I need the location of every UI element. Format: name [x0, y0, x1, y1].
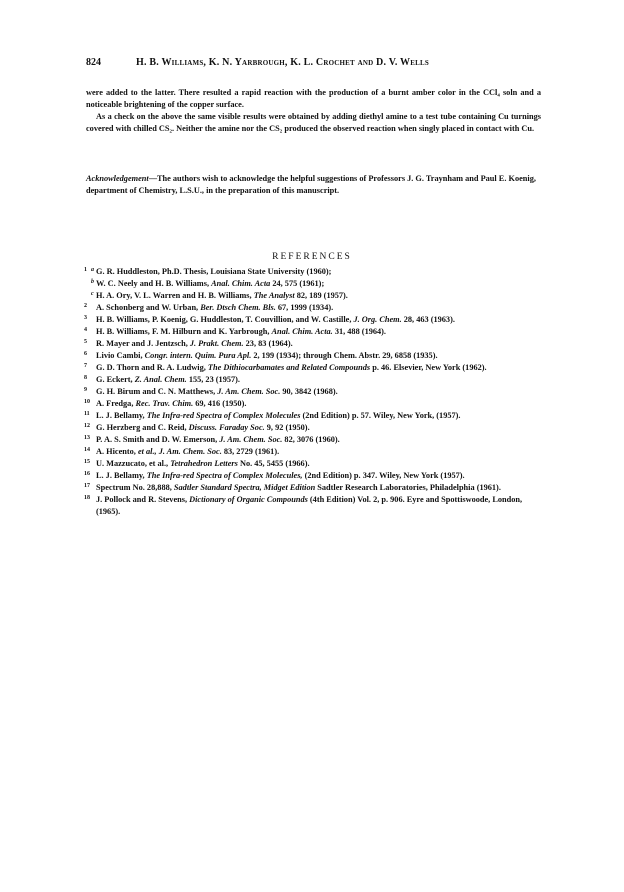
reference-item: 2 A. Schonberg and W. Urban, Ber. Dtsch Chem. Bls. 67, 1999 (1934).: [84, 303, 334, 312]
reference-item: 12 G. Herzberg and C. Reid, Discuss. Faraday Soc. 9, 92 (1950).: [84, 423, 310, 432]
reference-item: 17 Spectrum No. 28,888, Sadtler Standard Spectra, Midget Edition Sadtler Research Laboratories, Philadelphia (1961).: [84, 483, 501, 492]
reference-item: 3 H. B. Williams, P. Koenig, G. Huddleston, T. Couvillion, and W. Castille, J. Org. Chem. 28, 463 (1963).: [84, 315, 455, 324]
reference-item: 4 H. B. Williams, F. M. Hilburn and K. Yarbrough, Anal. Chim. Acta. 31, 488 (1964).: [84, 327, 386, 336]
reference-list: [86, 266, 541, 518]
running-header-authors: H. B. Williams, K. N. Yarbrough, K. L. Crochet and D. V. Wells: [136, 57, 429, 68]
reference-item: 14 A. Hicento, et al., J. Am. Chem. Soc. 83, 2729 (1961).: [84, 447, 280, 456]
body-text: [86, 87, 541, 135]
reference-item: 18 J. Pollock and R. Stevens, Dictionary of Organic Compounds (4th Edition) Vol. 2, p. 906. Eyre and Spottiswoode, London, (1965).: [84, 495, 523, 516]
acknowledgement: [86, 173, 541, 197]
reference-item: 16 L. J. Bellamy, The Infra-red Spectra of Complex Molecules, (2nd Edition) p. 347. Wiley, New York (1957).: [84, 471, 465, 480]
reference-item: 8 G. Eckert, Z. Anal. Chem. 155, 23 (1957).: [84, 375, 240, 384]
acknowledgement-label: Acknowledgement: [86, 174, 149, 183]
reference-item: 10 A. Fredga, Rec. Trav. Chim. 69, 416 (1950).: [84, 399, 247, 408]
reference-item: b W. C. Neely and H. B. Williams, Anal. Chim. Acta 24, 575 (1961);: [91, 279, 325, 288]
reference-item: 9 G. H. Birum and C. N. Matthews, J. Am. Chem. Soc. 90, 3842 (1968).: [84, 387, 338, 396]
references-heading: REFERENCES: [272, 252, 352, 262]
reference-item: 5 R. Mayer and J. Jentzsch, J. Prakt. Chem. 23, 83 (1964).: [84, 339, 293, 348]
reference-item: 6 Livio Cambi, Congr. intern. Quim. Pura Apl. 2, 199 (1934); through Chem. Abstr. 29, 6858 (1935).: [84, 351, 438, 360]
reference-item: 7 G. D. Thorn and R. A. Ludwig, The Dithiocarbamates and Related Compounds p. 46. Elsevier, New York (1962).: [84, 363, 487, 372]
reference-item: 15 U. Mazzucato, et al., Tetrahedron Letters No. 45, 5455 (1966).: [84, 459, 310, 468]
reference-item: c H. A. Ory, V. L. Warren and H. B. Williams, The Analyst 82, 189 (1957).: [91, 291, 348, 300]
page-number: 824: [86, 57, 101, 68]
acknowledgement-text: —The authors wish to acknowledge the helpful suggestions of Professors J. G. Traynham and Paul E. Koenig, department of Chemistry, L.S.U., in the preparation of this manuscript.: [86, 174, 536, 195]
reference-item: 11 L. J. Bellamy, The Infra-red Spectra of Complex Molecules (2nd Edition) p. 57. Wiley, New York, (1957).: [84, 411, 461, 420]
reference-item: 13 P. A. S. Smith and D. W. Emerson, J. Am. Chem. Soc. 82, 3076 (1960).: [84, 435, 340, 444]
reference-item: 1 a G. R. Huddleston, Ph.D. Thesis, Louisiana State University (1960);: [84, 267, 332, 276]
paragraph: As a check on the above the same visible results were obtained by adding diethyl amine to a test tube containing Cu turnings covered with chilled CS₂. Neither the amine nor the CS₂ produced the observed reaction when singly placed in contact with Cu.: [86, 112, 541, 133]
paragraph: were added to the latter. There resulted a rapid reaction with the production of a burnt amber color in the CCl₄ soln and a noticeable brightening of the copper surface.: [86, 88, 541, 109]
